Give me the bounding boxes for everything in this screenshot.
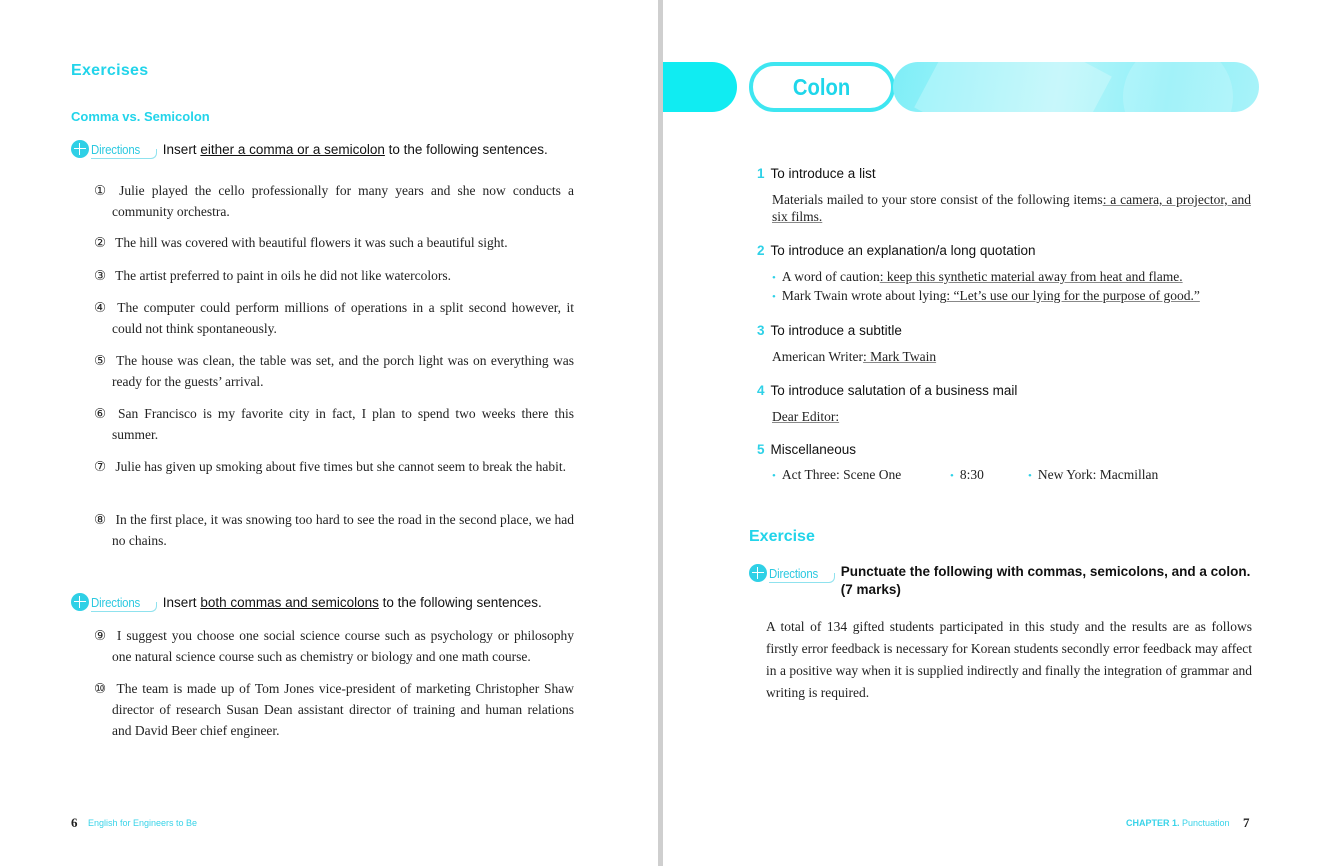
bullet-icon: • <box>1028 470 1032 482</box>
colon-use-heading <box>757 383 1017 398</box>
use-heading-text: To introduce salutation of a business mail <box>770 383 1018 398</box>
banner-title: Colon <box>793 73 851 100</box>
item-text: San Francisco is my favorite city in fact, I plan to spend two weeks there this summer. <box>112 406 574 442</box>
colon-use-heading <box>757 166 876 181</box>
directions-text <box>163 595 542 610</box>
directions-1 <box>71 139 548 159</box>
directions-text-pre: Insert <box>162 141 201 157</box>
colon-use-heading <box>757 442 856 457</box>
example-text: A word of caution <box>781 269 880 284</box>
misc-text: New York: Macmillan <box>1037 467 1159 482</box>
book-title-footer: English for Engineers to Be <box>88 818 198 828</box>
example-underlined: : keep this synthetic material away from heat and flame. <box>879 269 1183 284</box>
globe-icon <box>749 564 767 582</box>
misc-text: 8:30 <box>959 467 984 482</box>
exercise-directions <box>749 563 1250 599</box>
directions-text <box>163 142 548 157</box>
chapter-name: Punctuation <box>1182 818 1230 828</box>
banner-left-tab <box>663 62 737 112</box>
bullet-icon: • <box>950 470 954 482</box>
directions-text-post: to the following sentences. <box>384 141 548 157</box>
page-number-left: 6 <box>71 815 78 830</box>
chapter-label: CHAPTER 1. <box>1126 818 1180 828</box>
exercise-item <box>94 297 574 339</box>
use-heading-text: To introduce an explanation/a long quotation <box>770 243 1036 258</box>
use-heading-text: To introduce a list <box>770 166 876 181</box>
example-underlined: : “Let’s use our lying for the purpose of good.” <box>946 288 1200 303</box>
exercise-item <box>94 265 574 286</box>
item-number: ③ <box>94 268 107 283</box>
item-text: The hill was covered with beautiful flowers it was such a beautiful sight. <box>115 235 508 250</box>
bullet-icon: • <box>772 291 776 303</box>
use-number: 1 <box>757 166 765 181</box>
use-heading-text: To introduce a subtitle <box>770 323 902 338</box>
right-page <box>663 0 1325 866</box>
subsection-title: Comma vs. Semicolon <box>71 109 210 124</box>
example-text: American Writer <box>772 349 864 364</box>
example-text: Mark Twain wrote about lying <box>781 288 947 303</box>
exercise-item <box>94 678 574 741</box>
section-title: Exercises <box>71 62 149 79</box>
exercise-paragraph: A total of 134 gifted students participated in this study and the results are as follows firstly error feedback is necessary for Korean students secondly error feedback may affect in a positive way when it is supplied indirectly and finally the integration of grammar and writing is required. <box>766 619 1252 700</box>
misc-text: Act Three: Scene One <box>781 467 902 482</box>
item-number: ⑦ <box>94 459 107 474</box>
directions-label: Directions <box>91 141 141 157</box>
item-text: The computer could perform millions of operations in a split second however, it could not think spontaneously. <box>112 300 574 336</box>
misc-item <box>950 467 1028 483</box>
use-heading-text: Miscellaneous <box>770 442 857 457</box>
left-page <box>0 0 658 866</box>
exercise-item <box>94 456 574 477</box>
globe-icon <box>71 140 89 158</box>
directions-badge <box>749 563 833 583</box>
badge-tail-decoration <box>91 149 157 159</box>
item-number: ⑧ <box>94 512 107 527</box>
item-number: ① <box>94 183 107 198</box>
exercise-item <box>94 232 574 253</box>
colon-example <box>772 287 1251 306</box>
use-number: 2 <box>757 243 765 258</box>
misc-item <box>1028 467 1158 483</box>
item-text: The house was clean, the table was set, and the porch light was on everything was ready for the guests’ arrival. <box>112 353 574 389</box>
item-number: ⑩ <box>94 681 107 696</box>
exercise-item <box>94 350 574 392</box>
item-text: Julie played the cello professionally for many years and she now conducts a community orchestra. <box>112 183 574 219</box>
banner-shape <box>1123 62 1233 112</box>
colon-example <box>772 348 1251 365</box>
bullet-icon: • <box>772 272 776 284</box>
banner-decoration <box>893 62 1259 112</box>
directions-label: Directions <box>769 565 819 581</box>
directions-marks: (7 marks) <box>840 582 901 597</box>
page-number-right: 7 <box>1243 815 1250 830</box>
item-text: Julie has given up smoking about five times but she cannot seem to break the habit. <box>115 459 567 474</box>
banner-title-pill <box>749 62 895 112</box>
use-number: 3 <box>757 323 765 338</box>
directions-2 <box>71 592 542 612</box>
item-number: ⑥ <box>94 406 107 421</box>
colon-use-heading <box>757 243 1035 258</box>
directions-badge <box>71 592 155 612</box>
item-text: In the first place, it was snowing too hard to see the road in the second place, we had no chains. <box>112 512 575 548</box>
use-number: 4 <box>757 383 765 398</box>
item-number: ⑨ <box>94 628 107 643</box>
exercise-item <box>94 625 574 667</box>
exercise-item <box>94 180 574 222</box>
chapter-footer <box>1126 818 1230 828</box>
exercise-item <box>94 403 574 445</box>
example-text: Materials mailed to your store consist of the following items <box>772 192 1103 207</box>
globe-icon <box>71 593 89 611</box>
colon-example <box>772 408 1251 425</box>
directions-text-post: to the following sentences. <box>378 594 542 610</box>
exercise-title: Exercise <box>749 528 815 545</box>
example-underlined: : Mark Twain <box>863 349 937 364</box>
badge-tail-decoration <box>769 573 835 583</box>
directions-label: Directions <box>91 594 141 610</box>
example-underlined: Dear Editor: <box>772 409 840 424</box>
misc-item <box>772 467 950 483</box>
use-number: 5 <box>757 442 765 457</box>
item-text: The artist preferred to paint in oils he did not like watercolors. <box>115 268 452 283</box>
badge-tail-decoration <box>91 602 157 612</box>
exercise-item <box>94 509 574 551</box>
directions-text-underlined: both commas and semicolons <box>200 594 379 610</box>
colon-example <box>772 191 1251 225</box>
colon-example <box>772 268 1251 287</box>
directions-badge <box>71 139 155 159</box>
item-number: ④ <box>94 300 107 315</box>
directions-line: Punctuate the following with commas, semicolons, and a colon. <box>840 564 1251 579</box>
exercise-directions-text <box>841 563 1251 599</box>
item-text: The team is made up of Tom Jones vice-president of marketing Christopher Shaw director of research Susan Dean assistant director of training and human relations and David Beer chief engineer. <box>112 681 575 738</box>
item-number: ② <box>94 235 107 250</box>
example-underlined: : a camera, a projector, and six films. <box>772 192 1251 224</box>
item-text: I suggest you choose one social science course such as psychology or philosophy one natural science course such as chemistry or biology and one math course. <box>112 628 574 664</box>
item-number: ⑤ <box>94 353 107 368</box>
bullet-icon: • <box>772 470 776 482</box>
colon-use-heading <box>757 323 902 338</box>
banner-shape <box>914 62 1112 112</box>
misc-examples <box>772 467 1158 483</box>
directions-text-pre: Insert <box>162 594 201 610</box>
directions-text-underlined: either a comma or a semicolon <box>200 141 385 157</box>
